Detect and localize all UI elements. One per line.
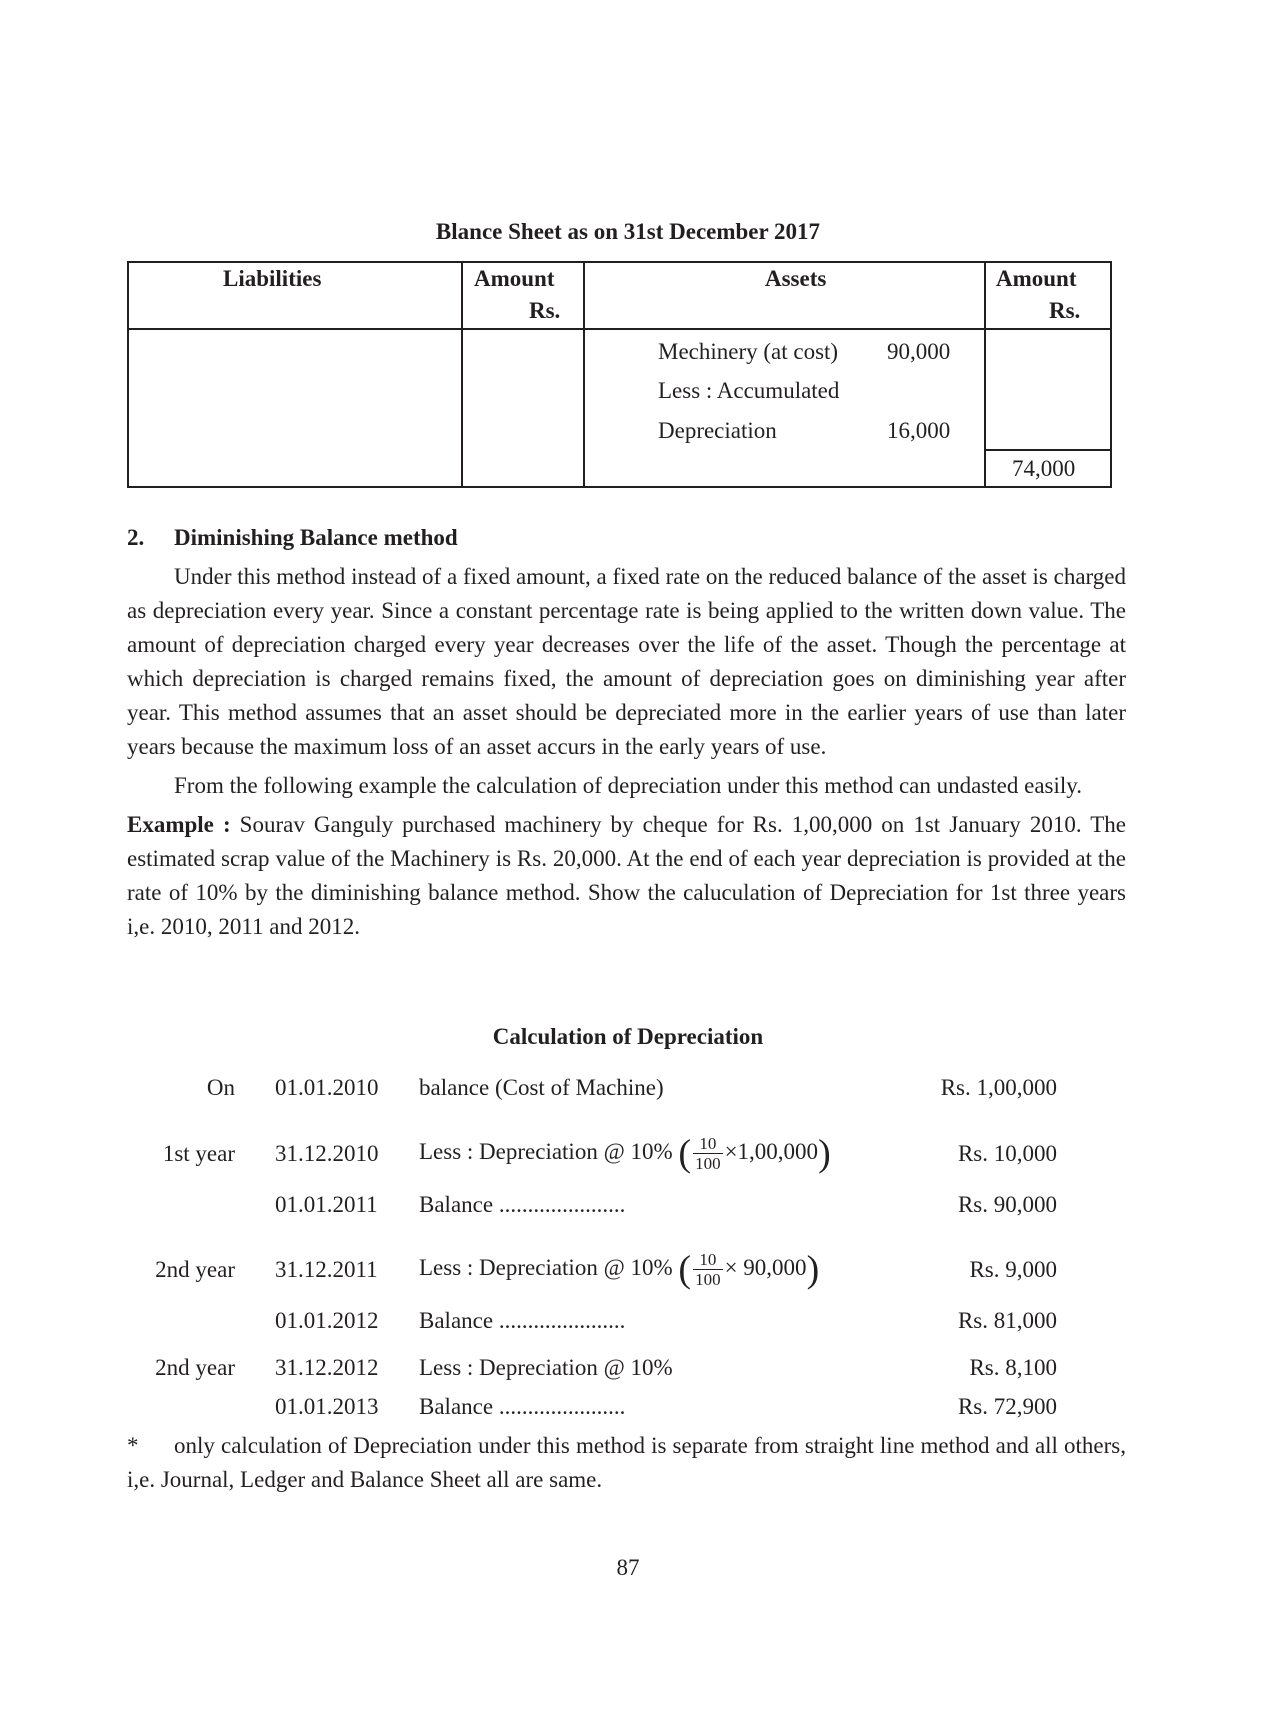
calc-description: balance (Cost of Machine) — [419, 1075, 664, 1100]
calc-date: 31.12.2012 — [275, 1355, 379, 1380]
calc-date: 01.01.2011 — [275, 1192, 378, 1217]
calc-amount: Rs. 1,00,000 — [940, 1075, 1057, 1100]
asset-line-label: Less : Accumulated — [658, 378, 840, 403]
calc-amount: Rs. 9,000 — [969, 1257, 1057, 1282]
calc-description: Balance ...................... — [419, 1308, 626, 1333]
close-paren: ) — [806, 1248, 820, 1291]
page-number: 87 — [616, 1555, 640, 1580]
note-text: only calculation of Depreciation under this method is separate from straight line method and all others, i,e. Journal, Ledger and Balance Sheet all are same. — [127, 1433, 1126, 1492]
calculation-title: Calculation of Depreciation — [492, 1024, 764, 1049]
header-liabilities: Liabilities — [223, 266, 322, 291]
calc-description: Less : Depreciation @ 10% — [419, 1355, 673, 1380]
calc-period: On — [206, 1075, 235, 1100]
calc-period: 1st year — [162, 1141, 235, 1166]
open-paren: ( — [678, 1248, 692, 1291]
fraction-numerator: 10 — [693, 1134, 723, 1154]
asset-line-label: Depreciation — [658, 418, 777, 443]
paragraph-example — [127, 808, 1126, 944]
close-paren: ) — [818, 1132, 831, 1175]
balance-sheet-title: Blance Sheet as on 31st December 2017 — [435, 219, 821, 244]
calc-description — [419, 1243, 819, 1293]
asset-line-value: 90,000 — [887, 339, 951, 364]
calc-date: 01.01.2010 — [275, 1075, 379, 1100]
fraction-numerator: 10 — [693, 1250, 723, 1270]
header-amount-liabilities: Amount — [474, 266, 555, 291]
calc-amount: Rs. 81,000 — [957, 1308, 1057, 1333]
example-label: Example : — [127, 812, 231, 837]
total-divider — [984, 449, 1110, 451]
calc-amount: Rs. 10,000 — [957, 1141, 1057, 1166]
balance-sheet-table — [127, 261, 1112, 488]
header-amount-liabilities-unit: Rs. — [529, 298, 561, 323]
paragraph-method: Under this method instead of a fixed amount, a fixed rate on the reduced balance of the asset is charged as depreciation every year. Since a constant percentage rate is being applied to the written down value. The amount of depreciation charged every year decreases over the life of the asset. Though the percentage at which depreciation is charged remains fixed, the amount of depreciation goes on diminishing year after year. This method assumes that an asset should be depreciated more in the earlier years of use than later years because the maximum loss of an asset accurs in the early years of use. — [127, 564, 1126, 759]
calc-amount: Rs. 90,000 — [957, 1192, 1057, 1217]
asset-total: 74,000 — [1012, 456, 1076, 481]
calc-description: Balance ...................... — [419, 1394, 626, 1419]
calc-date: 31.12.2011 — [275, 1257, 378, 1282]
column-divider — [984, 263, 986, 486]
calc-period: 2nd year — [155, 1257, 235, 1282]
open-paren: ( — [678, 1132, 692, 1175]
fraction — [693, 1134, 723, 1173]
calc-description: Balance ...................... — [419, 1192, 626, 1217]
header-divider — [129, 328, 1110, 330]
calc-period: 2nd year — [155, 1355, 235, 1380]
fraction-multiplier: ×1,00,000 — [724, 1139, 819, 1164]
body-text — [127, 560, 1126, 944]
calc-amount: Rs. 8,100 — [969, 1355, 1057, 1380]
calc-date: 01.01.2013 — [275, 1394, 379, 1419]
calc-description — [419, 1127, 831, 1177]
header-assets: Assets — [765, 266, 827, 291]
calc-description-text: Less : Depreciation @ 10% — [419, 1139, 673, 1164]
note-marker: * — [127, 1433, 139, 1458]
fraction-multiplier: × 90,000 — [724, 1255, 807, 1280]
paragraph-intro: From the following example the calculation of depreciation under this method can undasted easily. — [174, 773, 1083, 798]
fraction — [693, 1250, 723, 1289]
calc-amount: Rs. 72,900 — [957, 1394, 1057, 1419]
section-heading: Diminishing Balance method — [174, 525, 458, 550]
column-divider — [461, 263, 463, 486]
calc-date: 01.01.2012 — [275, 1308, 379, 1333]
header-amount-assets: Amount — [996, 266, 1077, 291]
asset-line-label: Mechinery (at cost) — [658, 339, 839, 364]
calc-date: 31.12.2010 — [275, 1141, 379, 1166]
asset-line-value: 16,000 — [887, 418, 951, 443]
header-amount-assets-unit: Rs. — [1049, 298, 1081, 323]
fraction-denominator: 100 — [695, 1154, 721, 1174]
fraction-denominator: 100 — [695, 1270, 721, 1290]
calc-description-text: Less : Depreciation @ 10% — [419, 1255, 673, 1280]
section-number: 2. — [127, 525, 145, 550]
example-text: Sourav Ganguly purchased machinery by cheque for Rs. 1,00,000 on 1st January 2010. The estimated scrap value of the Machinery is Rs. 20,000. At the end of each year depreciation is provided at the rate of 10% by the diminishing balance method. Show the caluculation of Depreciation for 1st three years i,e. 2010, 2011 and 2012. — [127, 812, 1126, 939]
column-divider — [583, 263, 585, 486]
